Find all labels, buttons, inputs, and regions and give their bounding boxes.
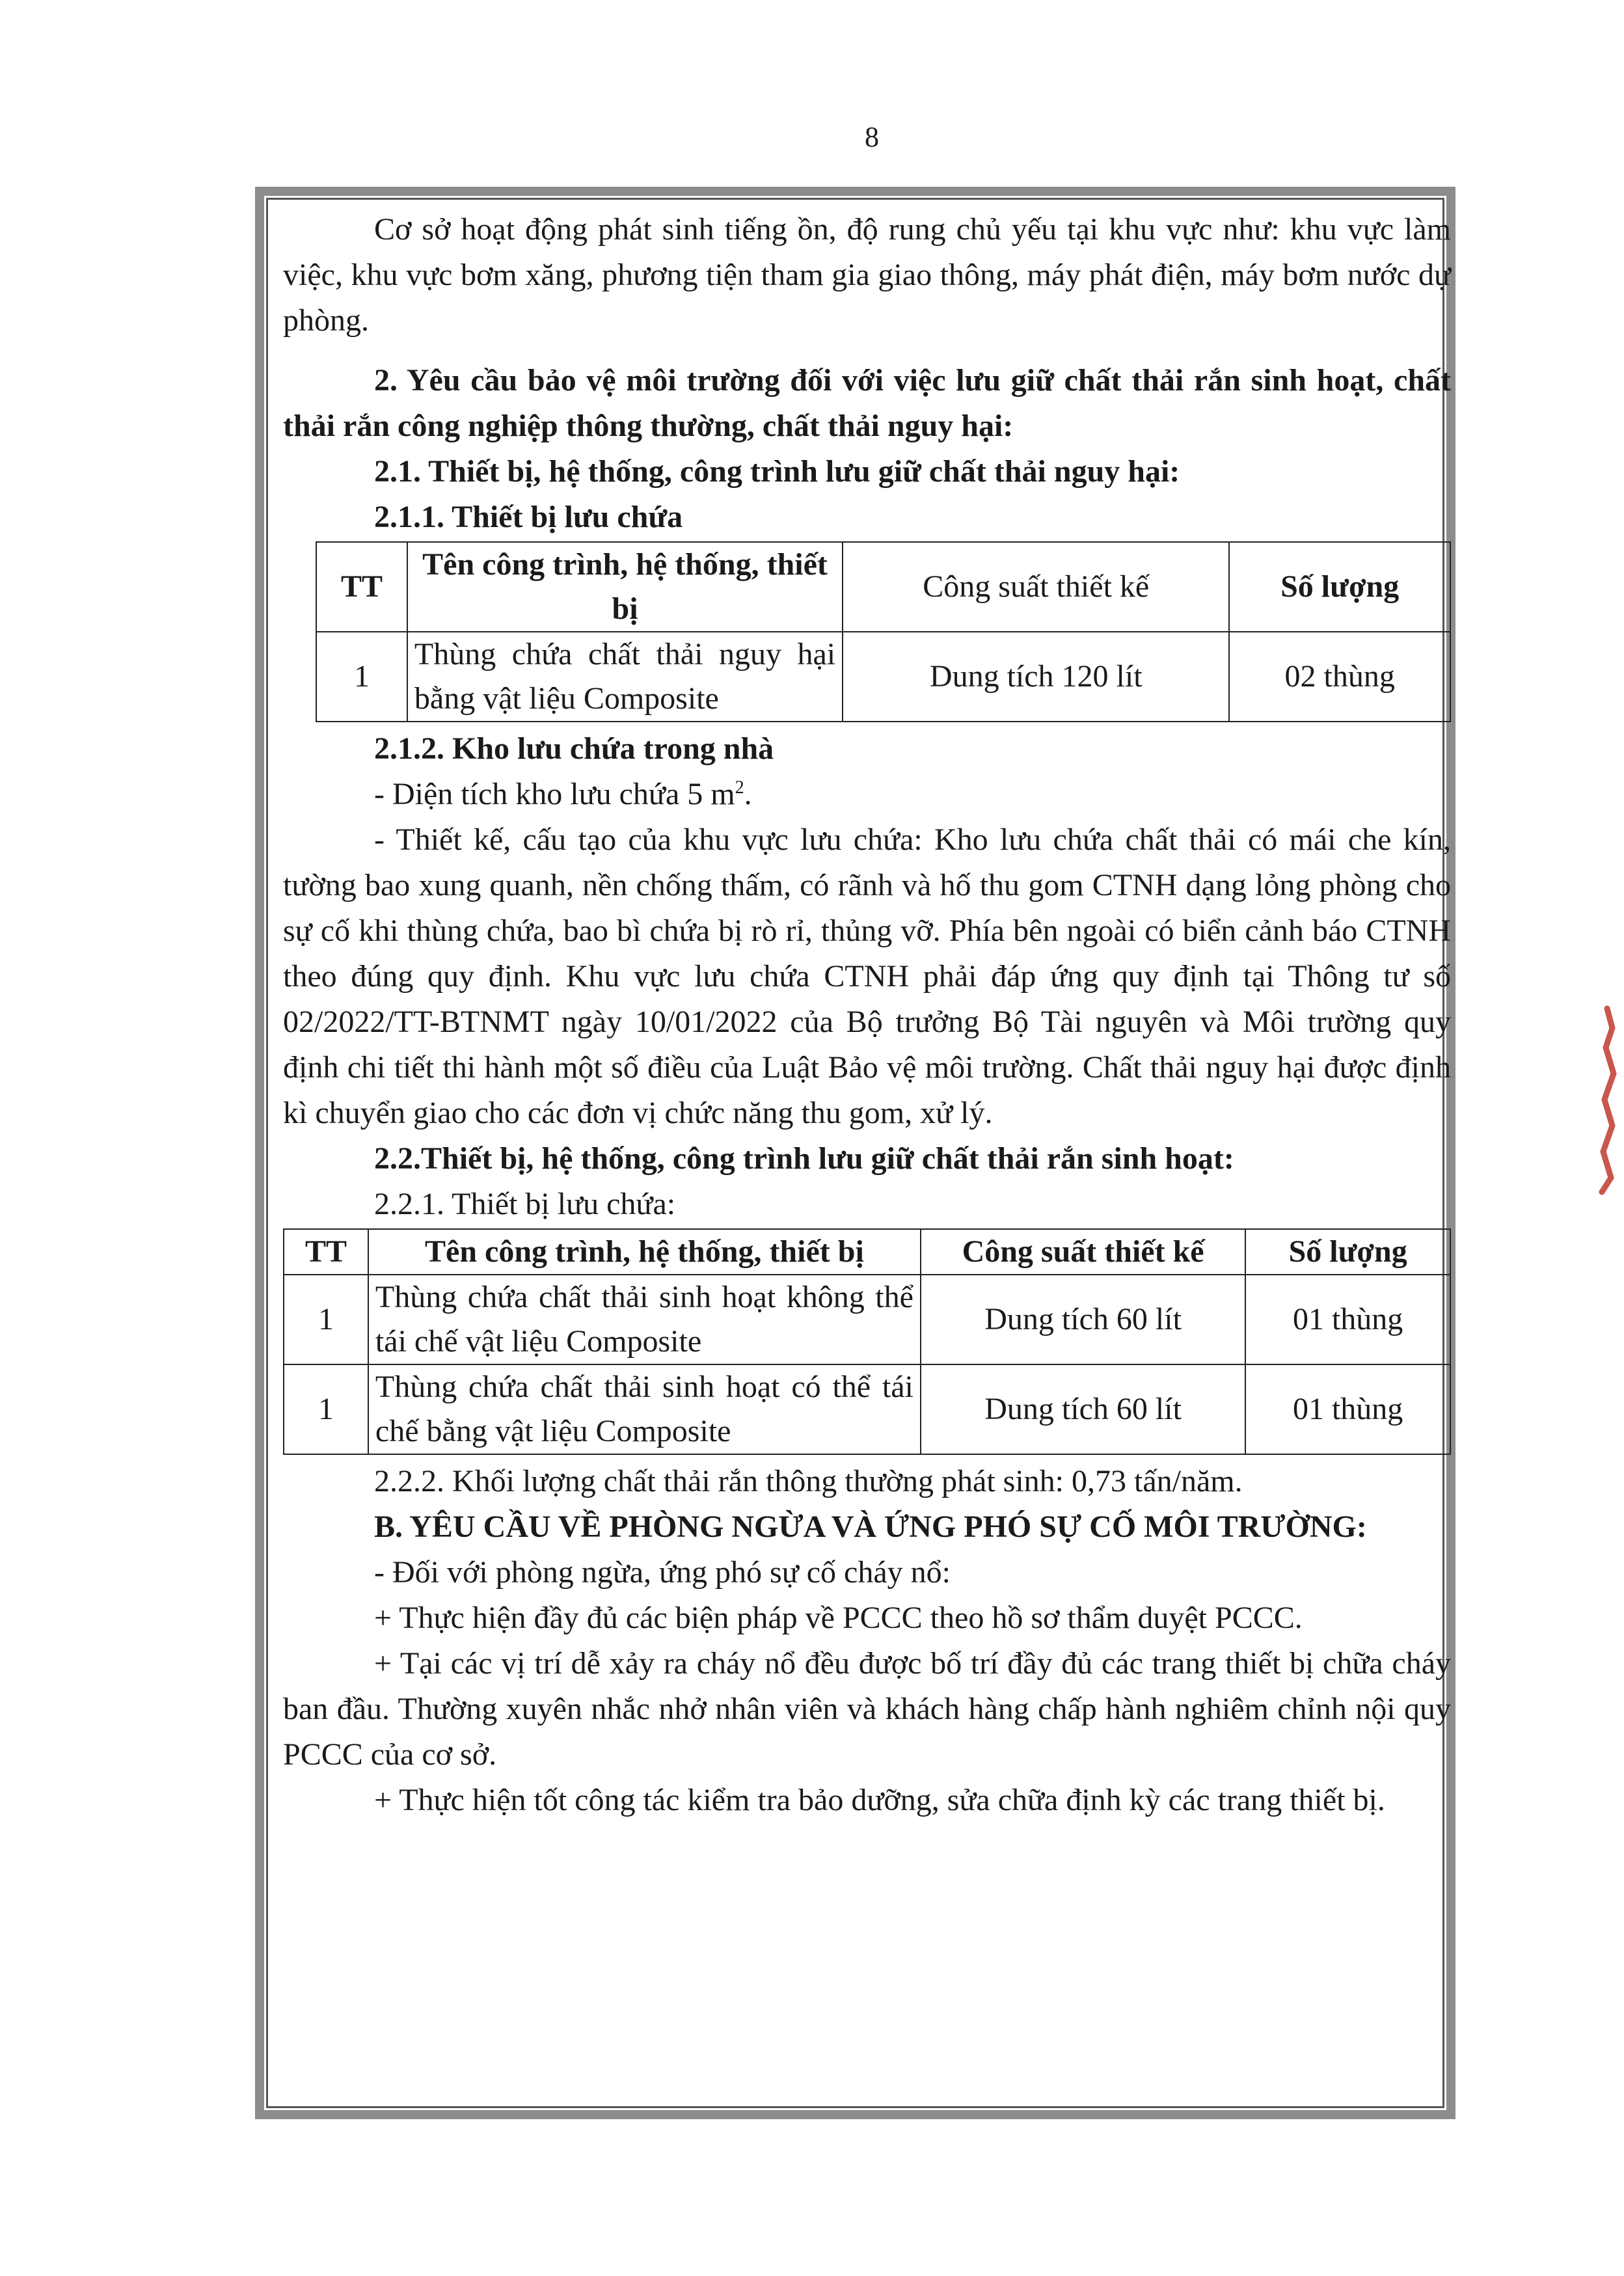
col-header-quantity: Số lượng xyxy=(1245,1229,1450,1275)
cell-quantity: 01 thùng xyxy=(1245,1275,1450,1364)
col-header-tt: TT xyxy=(284,1229,368,1275)
fire-measure-3: + Thực hiện tốt công tác kiểm tra bảo dưỡng, sửa chữa định kỳ các trang thiết bị. xyxy=(374,1783,1385,1817)
noise-paragraph: Cơ sở hoạt động phát sinh tiếng ồn, độ rung chủ yếu tại khu vực như: khu vực làm việc, khu vực bơm xăng, phương tiện tham gia giao thông, máy phát điện, máy bơm nước dự phòng. xyxy=(283,212,1451,338)
section-2-heading: 2. Yêu cầu bảo vệ môi trường đối với việc lưu giữ chất thải rắn sinh hoạt, chất thải rắn công nghiệp thông thường, chất thải nguy hại: xyxy=(283,363,1451,443)
cell-name: Thùng chứa chất thải sinh hoạt có thể tái chế bằng vật liệu Composite xyxy=(368,1364,921,1454)
table-row xyxy=(284,1275,1450,1364)
col-header-tt: TT xyxy=(316,542,407,632)
storage-area-end: . xyxy=(744,777,752,811)
waste-volume-paragraph: 2.2.2. Khối lượng chất thải rắn thông thường phát sinh: 0,73 tấn/năm. xyxy=(374,1464,1243,1498)
fire-measure-2: + Tại các vị trí dễ xảy ra cháy nổ đều được bố trí đầy đủ các trang thiết bị chữa cháy ban đầu. Thường xuyên nhắc nhở nhân viên và khách hàng chấp hành nghiêm chỉnh nội quy PCCC của cơ sở. xyxy=(283,1646,1451,1772)
cell-capacity: Dung tích 60 lít xyxy=(921,1364,1245,1454)
section-2-2-1-heading: 2.2.1. Thiết bị lưu chứa: xyxy=(374,1187,676,1221)
storage-design-paragraph: - Thiết kế, cấu tạo của khu vực lưu chứa: Kho lưu chứa chất thải có mái che kín, tường bao xung quanh, nền chống thấm, có rãnh và hố thu gom CTNH dạng lỏng phòng cho sự cố khi thùng chứa, bao bì chứa bị rò rỉ, thủng vỡ. Phía bên ngoài có biển cảnh báo CTNH theo đúng quy định. Khu vực lưu chứa CTNH phải đáp ứng quy định tại Thông tư số 02/2022/TT-BTNMT ngày 10/01/2022 của Bộ trưởng Bộ Tài nguyên và Môi trường quy định chi tiết thi hành một số điều của Luật Bảo vệ môi trường. Chất thải nguy hại được định kì chuyển giao cho các đơn vị chức năng thu gom, xử lý. xyxy=(283,822,1451,1130)
table-header-row xyxy=(284,1229,1450,1275)
hazardous-waste-equipment-table xyxy=(316,541,1451,722)
table-row xyxy=(316,632,1450,722)
document-body xyxy=(283,207,1451,1823)
section-B-heading: B. YÊU CẦU VỀ PHÒNG NGỪA VÀ ỨNG PHÓ SỰ CỐ MÔI TRƯỜNG: xyxy=(374,1510,1367,1544)
fire-prevention-line: - Đối với phòng ngừa, ứng phó sự cố cháy nổ: xyxy=(374,1555,951,1590)
table-header-row xyxy=(316,542,1450,632)
section-2-1-heading: 2.1. Thiết bị, hệ thống, công trình lưu giữ chất thải nguy hại: xyxy=(374,454,1180,489)
area-unit-superscript: 2 xyxy=(735,778,744,798)
fire-measure-1: + Thực hiện đầy đủ các biện pháp về PCCC theo hồ sơ thẩm duyệt PCCC. xyxy=(374,1601,1303,1635)
cell-name: Thùng chứa chất thải sinh hoạt không thể tái chế vật liệu Composite xyxy=(368,1275,921,1364)
cell-tt: 1 xyxy=(284,1364,368,1454)
storage-area-line xyxy=(283,772,1451,817)
cell-capacity: Dung tích 120 lít xyxy=(843,632,1229,722)
col-header-name: Tên công trình, hệ thống, thiết bị xyxy=(368,1229,921,1275)
col-header-quantity: Số lượng xyxy=(1229,542,1450,632)
col-header-capacity: Công suất thiết kế xyxy=(921,1229,1245,1275)
cell-capacity: Dung tích 60 lít xyxy=(921,1275,1245,1364)
col-header-name: Tên công trình, hệ thống, thiết bị xyxy=(407,542,843,632)
page-number: 8 xyxy=(865,121,879,153)
domestic-waste-equipment-table xyxy=(283,1228,1451,1455)
storage-area-text: - Diện tích kho lưu chứa 5 m xyxy=(374,777,735,811)
col-header-capacity: Công suất thiết kế xyxy=(843,542,1229,632)
table-row xyxy=(284,1364,1450,1454)
red-stamp-edge xyxy=(1588,1002,1617,1197)
cell-quantity: 02 thùng xyxy=(1229,632,1450,722)
section-2-2-heading: 2.2.Thiết bị, hệ thống, công trình lưu giữ chất thải rắn sinh hoạt: xyxy=(374,1141,1234,1176)
section-2-1-1-heading: 2.1.1. Thiết bị lưu chứa xyxy=(374,500,683,534)
cell-quantity: 01 thùng xyxy=(1245,1364,1450,1454)
section-2-1-2-heading: 2.1.2. Kho lưu chứa trong nhà xyxy=(374,731,774,766)
cell-name: Thùng chứa chất thải nguy hại bằng vật liệu Composite xyxy=(407,632,843,722)
cell-tt: 1 xyxy=(284,1275,368,1364)
cell-tt: 1 xyxy=(316,632,407,722)
